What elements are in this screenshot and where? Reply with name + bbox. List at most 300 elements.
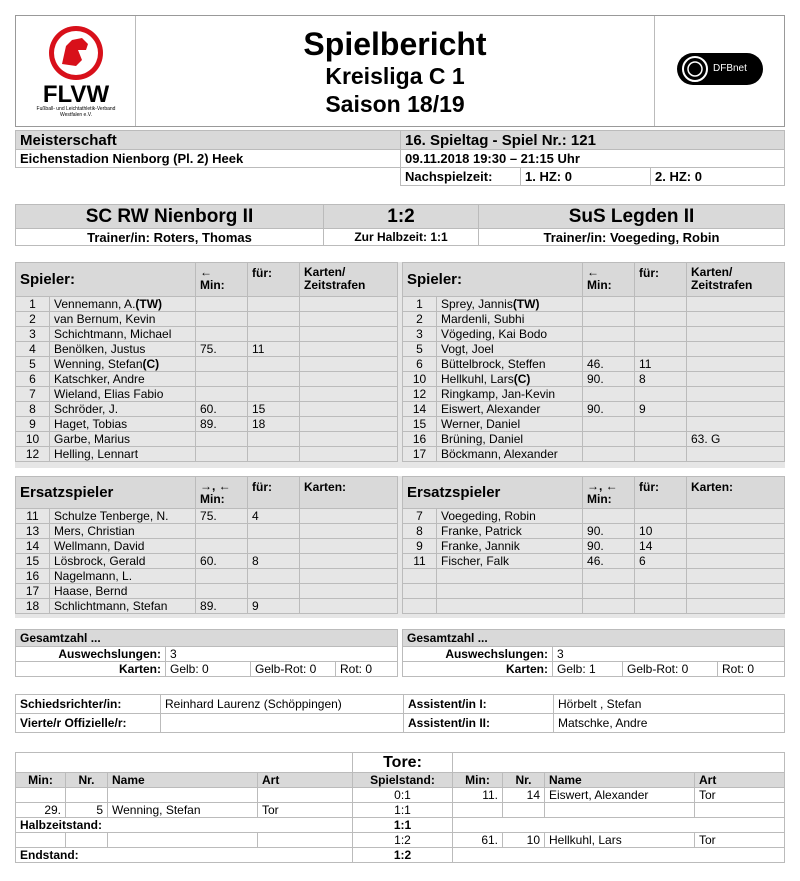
home-sub-fuer	[248, 569, 300, 584]
away-karten-label: Karten:	[403, 662, 553, 677]
home-player-karten	[300, 357, 398, 372]
away-player-name-text: Sprey, Jannis	[441, 297, 513, 311]
endstand-label: Endstand:	[16, 848, 353, 863]
home-sub-name	[50, 584, 196, 599]
home-player-min	[196, 297, 248, 312]
assist2-label: Assistent/in II:	[404, 714, 554, 733]
home-goal-min	[16, 833, 66, 848]
away-goal-art	[695, 803, 785, 818]
home-sub-fuer	[248, 524, 300, 539]
away-player-row	[403, 432, 785, 447]
home-player-karten	[300, 312, 398, 327]
away-spieler-header: Spieler:	[403, 263, 583, 297]
home-sub-min: 75.	[196, 509, 248, 524]
home-player-karten	[300, 417, 398, 432]
away-player-min: 46.	[583, 357, 635, 372]
home-player-karten	[300, 327, 398, 342]
home-sub-min: 89.	[196, 599, 248, 614]
away-player-fuer: 9	[635, 402, 687, 417]
away-gesamtzahl: Gesamtzahl ...	[403, 630, 785, 647]
home-karten-header: Karten/ Zeitstrafen	[300, 263, 398, 297]
home-subs-karten-header: Karten:	[300, 477, 398, 509]
away-goal-min: 61.	[453, 833, 503, 848]
away-player-row	[403, 447, 785, 462]
away-goal-name: Hellkuhl, Lars	[545, 833, 695, 848]
home-min-col: Min:	[16, 773, 66, 788]
away-sub-min: 90.	[583, 539, 635, 554]
away-player-min	[583, 447, 635, 462]
away-nr-col: Nr.	[503, 773, 545, 788]
home-gelb: Gelb: 0	[166, 662, 251, 677]
home-sub-row	[16, 524, 398, 539]
home-player-row	[16, 387, 398, 402]
away-player-name-text: Brüning, Daniel	[441, 432, 524, 446]
home-gesamtzahl: Gesamtzahl ...	[16, 630, 398, 647]
away-sub-nr	[403, 599, 437, 614]
home-sub-karten	[300, 569, 398, 584]
away-sub-row	[403, 599, 785, 614]
away-min-col: Min:	[453, 773, 503, 788]
home-sub-name-text: Schulze Tenberge, N.	[54, 509, 169, 523]
tore-title: Tore:	[353, 753, 453, 773]
home-trainer: Trainer/in: Roters, Thomas	[16, 229, 324, 246]
match-info-table	[15, 130, 785, 186]
goal-empty	[453, 818, 785, 833]
away-player-min: 90.	[583, 372, 635, 387]
away-sub-name	[437, 509, 583, 524]
away-player-row	[403, 357, 785, 372]
away-player-row	[403, 327, 785, 342]
away-player-karten	[687, 447, 785, 462]
home-sub-karten	[300, 509, 398, 524]
away-player-karten	[687, 417, 785, 432]
home-sub-nr: 15	[16, 554, 50, 569]
away-player-name	[437, 447, 583, 462]
home-player-min	[196, 327, 248, 342]
away-goal-min: 11.	[453, 788, 503, 803]
away-player-nr: 14	[403, 402, 437, 417]
home-goal-nr: 5	[66, 803, 108, 818]
away-sub-nr: 11	[403, 554, 437, 569]
home-player-name-text: Schichtmann, Michael	[54, 327, 172, 341]
home-gelbrot: Gelb-Rot: 0	[251, 662, 336, 677]
away-subs-min-header: →, ← Min:	[583, 477, 635, 509]
away-min-header: ← Min:	[583, 263, 635, 297]
away-goal-name: Eiswert, Alexander	[545, 788, 695, 803]
goal-row	[16, 848, 785, 863]
away-goal-art: Tor	[695, 833, 785, 848]
home-player-name-text: van Bernum, Kevin	[54, 312, 156, 326]
home-player-name-text: Haget, Tobias	[54, 417, 128, 431]
away-team-name: SuS Legden II	[479, 205, 785, 229]
home-goal-art: Tor	[258, 803, 353, 818]
away-player-nr: 3	[403, 327, 437, 342]
away-sub-min	[583, 584, 635, 599]
away-goal-nr: 10	[503, 833, 545, 848]
vierte-label: Vierte/r Offizielle/r:	[16, 714, 161, 733]
away-player-karten	[687, 312, 785, 327]
halbzeit-label: Halbzeitstand:	[16, 818, 353, 833]
home-name-col: Name	[108, 773, 258, 788]
flvw-subtitle: Fußball- und Leichtathletik-Verband Westfalen e.V.	[36, 106, 116, 118]
away-sub-name-text: Franke, Jannik	[441, 539, 520, 553]
goals-table	[15, 752, 785, 863]
away-sub-karten	[687, 584, 785, 599]
home-player-fuer: 11	[248, 342, 300, 357]
home-sub-name-text: Nagelmann, L.	[54, 569, 133, 583]
home-player-fuer	[248, 327, 300, 342]
svg-text:FLVW: FLVW	[42, 81, 110, 108]
away-player-row	[403, 342, 785, 357]
home-sub-name	[50, 539, 196, 554]
home-player-name	[50, 312, 196, 327]
home-player-nr: 1	[16, 297, 50, 312]
home-subs-min-header: →, ← Min:	[196, 477, 248, 509]
away-sub-row	[403, 524, 785, 539]
away-name-col: Name	[545, 773, 695, 788]
home-player-row	[16, 312, 398, 327]
schiri-value: Reinhard Laurenz (Schöppingen)	[161, 695, 404, 714]
away-sub-karten	[687, 539, 785, 554]
away-sub-name-text: Fischer, Falk	[441, 554, 510, 568]
home-sub-name	[50, 554, 196, 569]
datetime: 09.11.2018 19:30 – 21:15 Uhr	[401, 150, 785, 168]
away-sub-fuer: 6	[635, 554, 687, 569]
away-sub-name	[437, 584, 583, 599]
away-fuer-header: für:	[635, 263, 687, 297]
away-player-min	[583, 342, 635, 357]
home-goal-nr	[66, 788, 108, 803]
home-nr-col: Nr.	[66, 773, 108, 788]
away-player-min: 90.	[583, 402, 635, 417]
away-sub-row	[403, 569, 785, 584]
away-sub-name-text: Franke, Patrick	[441, 524, 522, 538]
home-sub-row	[16, 569, 398, 584]
home-player-min	[196, 357, 248, 372]
schiri-label: Schiedsrichter/in:	[16, 695, 161, 714]
home-sub-fuer	[248, 539, 300, 554]
home-lineup-table	[15, 262, 398, 462]
home-player-name	[50, 447, 196, 462]
away-sub-nr: 7	[403, 509, 437, 524]
home-player-min: 60.	[196, 402, 248, 417]
away-sub-name-text: Voegeding, Robin	[441, 509, 536, 523]
away-player-nr: 2	[403, 312, 437, 327]
away-player-name-text: Vogt, Joel	[441, 342, 494, 356]
away-player-fuer	[635, 312, 687, 327]
home-player-name-text: Vennemann, A.	[54, 297, 136, 311]
away-sub-name	[437, 554, 583, 569]
away-sub-fuer	[635, 584, 687, 599]
home-player-role-tag: (C)	[142, 357, 160, 371]
home-sub-row	[16, 554, 398, 569]
home-subs-table	[15, 476, 398, 614]
home-fuer-header: für:	[248, 263, 300, 297]
home-player-nr: 4	[16, 342, 50, 357]
home-sub-min	[196, 584, 248, 599]
away-player-nr: 17	[403, 447, 437, 462]
home-min-header: ← Min:	[196, 263, 248, 297]
away-player-name-text: Böckmann, Alexander	[441, 447, 558, 461]
home-sub-row	[16, 509, 398, 524]
home-player-karten	[300, 342, 398, 357]
away-sub-nr: 9	[403, 539, 437, 554]
away-goal-art: Tor	[695, 788, 785, 803]
away-player-name-text: Werner, Daniel	[441, 417, 521, 431]
home-goal-art	[258, 833, 353, 848]
home-sub-name-text: Wellmann, David	[54, 539, 145, 553]
away-player-min	[583, 297, 635, 312]
halftime1-extra: 1. HZ: 0	[521, 168, 651, 186]
away-player-fuer	[635, 327, 687, 342]
away-player-name-text: Eiswert, Alexander	[441, 402, 541, 416]
away-player-fuer	[635, 447, 687, 462]
venue: Eichenstadion Nienborg (Pl. 2) Heek	[16, 150, 401, 168]
away-player-name	[437, 432, 583, 447]
vierte-value	[161, 714, 404, 733]
home-player-min	[196, 447, 248, 462]
home-player-karten	[300, 402, 398, 417]
away-sub-karten	[687, 599, 785, 614]
home-ausw-value: 3	[166, 647, 398, 662]
season-title: Saison 18/19	[325, 91, 465, 117]
away-player-nr: 10	[403, 372, 437, 387]
home-sub-row	[16, 599, 398, 614]
home-player-row	[16, 372, 398, 387]
home-totals	[15, 629, 398, 677]
competition: Meisterschaft	[16, 131, 401, 150]
home-player-row	[16, 357, 398, 372]
home-sub-nr: 17	[16, 584, 50, 599]
away-player-row	[403, 297, 785, 312]
away-trainer: Trainer/in: Voegeding, Robin	[479, 229, 785, 246]
home-player-fuer	[248, 432, 300, 447]
home-sub-nr: 11	[16, 509, 50, 524]
away-goal-name	[545, 803, 695, 818]
spielstand-col: Spielstand:	[353, 773, 453, 788]
home-player-row	[16, 327, 398, 342]
home-sub-min	[196, 524, 248, 539]
away-player-karten	[687, 297, 785, 312]
away-player-name-text: Büttelbrock, Steffen	[441, 357, 546, 371]
home-player-name	[50, 402, 196, 417]
away-totals	[402, 629, 785, 677]
home-subs-fuer-header: für:	[248, 477, 300, 509]
away-player-name	[437, 402, 583, 417]
away-sub-nr	[403, 584, 437, 599]
home-goal-nr	[66, 833, 108, 848]
home-goal-name	[108, 833, 258, 848]
away-sub-min	[583, 599, 635, 614]
away-sub-min: 90.	[583, 524, 635, 539]
home-rot: Rot: 0	[336, 662, 398, 677]
home-team-name: SC RW Nienborg II	[16, 205, 324, 229]
home-player-fuer	[248, 387, 300, 402]
away-sub-fuer: 10	[635, 524, 687, 539]
away-player-fuer	[635, 297, 687, 312]
away-player-nr: 12	[403, 387, 437, 402]
home-sub-name-text: Haase, Bernd	[54, 584, 128, 598]
home-player-fuer: 18	[248, 417, 300, 432]
goal-stand: 1:1	[353, 803, 453, 818]
flvw-logo	[16, 16, 136, 126]
home-player-name	[50, 372, 196, 387]
home-player-row	[16, 432, 398, 447]
home-goal-name	[108, 788, 258, 803]
home-sub-min	[196, 539, 248, 554]
away-player-fuer	[635, 417, 687, 432]
home-sub-nr: 14	[16, 539, 50, 554]
away-sub-karten	[687, 524, 785, 539]
away-player-name	[437, 312, 583, 327]
away-karten-header: Karten/ Zeitstrafen	[687, 263, 785, 297]
home-sub-nr: 16	[16, 569, 50, 584]
home-player-name	[50, 327, 196, 342]
home-sub-fuer: 4	[248, 509, 300, 524]
home-player-fuer: 15	[248, 402, 300, 417]
home-player-min	[196, 312, 248, 327]
away-sub-min: 46.	[583, 554, 635, 569]
away-player-nr: 15	[403, 417, 437, 432]
away-sub-karten	[687, 569, 785, 584]
away-sub-karten	[687, 509, 785, 524]
away-sub-min	[583, 569, 635, 584]
away-sub-min	[583, 509, 635, 524]
home-player-name	[50, 387, 196, 402]
home-player-karten	[300, 387, 398, 402]
away-ersatz-header: Ersatzspieler	[403, 477, 583, 509]
assist1-label: Assistent/in I:	[404, 695, 554, 714]
away-player-row	[403, 387, 785, 402]
goal-stand: 1:2	[353, 848, 453, 863]
away-player-karten	[687, 342, 785, 357]
goal-empty	[453, 848, 785, 863]
away-player-nr: 5	[403, 342, 437, 357]
nachspiel-label: Nachspielzeit:	[401, 168, 521, 186]
home-sub-row	[16, 539, 398, 554]
home-player-name	[50, 357, 196, 372]
home-player-karten	[300, 372, 398, 387]
away-sub-nr: 8	[403, 524, 437, 539]
matchday: 16. Spieltag - Spiel Nr.: 121	[401, 131, 785, 150]
away-player-row	[403, 372, 785, 387]
home-player-row	[16, 417, 398, 432]
away-sub-row	[403, 554, 785, 569]
home-sub-name	[50, 509, 196, 524]
home-player-fuer	[248, 447, 300, 462]
away-player-name	[437, 417, 583, 432]
away-sub-row	[403, 584, 785, 599]
away-sub-name	[437, 539, 583, 554]
goal-stand: 1:1	[353, 818, 453, 833]
away-player-nr: 6	[403, 357, 437, 372]
home-player-name-text: Benölken, Justus	[54, 342, 146, 356]
home-player-nr: 5	[16, 357, 50, 372]
away-player-role-tag: (C)	[513, 372, 531, 386]
away-player-nr: 1	[403, 297, 437, 312]
away-subs-table	[402, 476, 785, 614]
away-player-fuer	[635, 342, 687, 357]
home-player-nr: 9	[16, 417, 50, 432]
home-sub-nr: 18	[16, 599, 50, 614]
dfbnet-text: DFBnet	[713, 63, 747, 74]
home-player-fuer	[248, 297, 300, 312]
home-sub-karten	[300, 584, 398, 599]
away-sub-karten	[687, 554, 785, 569]
away-player-min	[583, 432, 635, 447]
away-goal-min	[453, 803, 503, 818]
home-sub-name-text: Mers, Christian	[54, 524, 135, 538]
away-player-min	[583, 387, 635, 402]
home-player-karten	[300, 297, 398, 312]
home-sub-karten	[300, 539, 398, 554]
away-player-karten	[687, 372, 785, 387]
home-player-name	[50, 417, 196, 432]
halftime2-extra: 2. HZ: 0	[651, 168, 785, 186]
away-player-row	[403, 312, 785, 327]
away-player-karten	[687, 327, 785, 342]
assist1-value: Hörbelt , Stefan	[554, 695, 785, 714]
away-sub-fuer	[635, 569, 687, 584]
home-sub-nr: 13	[16, 524, 50, 539]
home-player-role-tag: (TW)	[135, 297, 163, 311]
league-title: Kreisliga C 1	[325, 63, 465, 89]
home-player-name-text: Garbe, Marius	[54, 432, 131, 446]
home-player-fuer	[248, 312, 300, 327]
away-player-min	[583, 327, 635, 342]
home-sub-min: 60.	[196, 554, 248, 569]
away-sub-name	[437, 569, 583, 584]
away-goal-nr: 14	[503, 788, 545, 803]
home-ausw-label: Auswechslungen:	[16, 647, 166, 662]
away-player-row	[403, 402, 785, 417]
goal-stand: 0:1	[353, 788, 453, 803]
away-sub-fuer: 14	[635, 539, 687, 554]
home-player-min	[196, 372, 248, 387]
away-player-name-text: Hellkuhl, Lars	[441, 372, 514, 386]
home-player-name	[50, 297, 196, 312]
away-player-name-text: Ringkamp, Jan-Kevin	[441, 387, 556, 401]
svg-text:FLVW: FLVW	[36, 23, 43, 43]
away-player-karten	[687, 357, 785, 372]
home-goal-name: Wenning, Stefan	[108, 803, 258, 818]
away-player-karten	[687, 402, 785, 417]
goal-row	[16, 818, 785, 833]
away-art-col: Art	[695, 773, 785, 788]
home-goal-min	[16, 788, 66, 803]
home-player-name-text: Wieland, Elias Fabio	[54, 387, 164, 401]
away-player-fuer	[635, 432, 687, 447]
home-sub-min	[196, 569, 248, 584]
home-player-nr: 8	[16, 402, 50, 417]
home-player-karten	[300, 447, 398, 462]
home-karten-label: Karten:	[16, 662, 166, 677]
away-player-role-tag: (TW)	[512, 297, 540, 311]
home-sub-karten	[300, 524, 398, 539]
home-art-col: Art	[258, 773, 353, 788]
away-player-karten	[687, 387, 785, 402]
home-player-name	[50, 432, 196, 447]
home-player-row	[16, 447, 398, 462]
home-player-name-text: Schröder, J.	[54, 402, 119, 416]
away-player-name	[437, 297, 583, 312]
away-sub-nr	[403, 569, 437, 584]
home-spieler-header: Spieler:	[16, 263, 196, 297]
home-sub-name	[50, 599, 196, 614]
home-sub-name	[50, 569, 196, 584]
away-sub-name	[437, 599, 583, 614]
assist2-value: Matschke, Andre	[554, 714, 785, 733]
